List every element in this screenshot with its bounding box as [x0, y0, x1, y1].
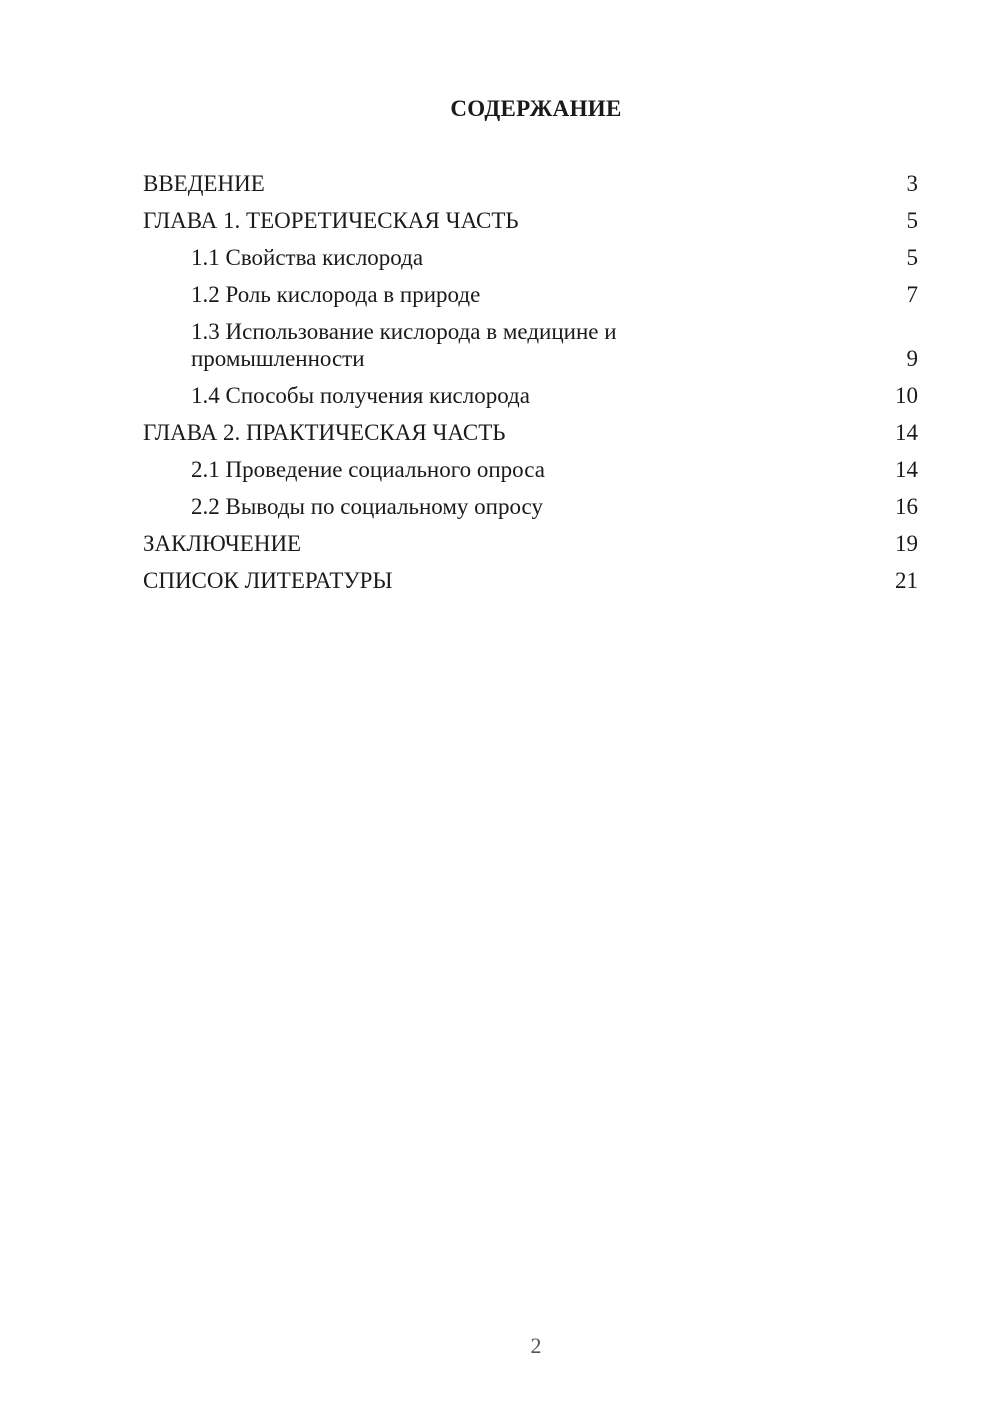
toc-entry-title: ГЛАВА 2. ПРАКТИЧЕСКАЯ ЧАСТЬ: [143, 420, 506, 445]
toc-entry-title: СПИСОК ЛИТЕРАТУРЫ: [143, 568, 393, 593]
toc-entry-title: ЗАКЛЮЧЕНИЕ: [143, 531, 302, 556]
toc-entry-page: 5: [906, 245, 918, 270]
table-of-contents: [143, 170, 918, 604]
toc-entry-title: 1.2 Роль кислорода в природе: [191, 282, 481, 307]
toc-entry-page: 14: [895, 457, 918, 482]
toc-entry-bibliography[interactable]: [143, 567, 918, 594]
toc-entry-page: 3: [906, 171, 918, 196]
toc-entry-page: 5: [906, 208, 918, 233]
toc-entry-page: 16: [895, 494, 918, 519]
toc-entry-title: ГЛАВА 1. ТЕОРЕТИЧЕСКАЯ ЧАСТЬ: [143, 208, 519, 233]
toc-entry-chapter-2[interactable]: [143, 419, 918, 446]
toc-entry-title: 1.4 Способы получения кислорода: [191, 383, 530, 408]
toc-entry-title: 2.2 Выводы по социальному опросу: [191, 494, 543, 519]
page-number: 2: [530, 1333, 542, 1358]
toc-entry-page: 7: [906, 282, 918, 307]
toc-entry-chapter-1[interactable]: [143, 207, 918, 234]
toc-entry-page: 14: [895, 420, 918, 445]
toc-entry-section-1-2[interactable]: [143, 281, 918, 308]
toc-entry-page: 9: [906, 346, 918, 371]
toc-heading: СОДЕРЖАНИЕ: [450, 96, 622, 121]
toc-entry-page: 21: [895, 568, 918, 593]
toc-entry-title: 1.3 Использование кислорода в медицине и промышленности: [191, 319, 617, 371]
toc-entry-section-2-1[interactable]: [143, 456, 918, 483]
toc-entry-introduction[interactable]: [143, 170, 918, 197]
toc-entry-conclusion[interactable]: [143, 530, 918, 557]
toc-entry-section-1-4[interactable]: [143, 382, 918, 409]
toc-entry-title: ВВЕДЕНИЕ: [143, 171, 265, 196]
toc-entry-page: 19: [895, 531, 918, 556]
toc-entry-section-2-2[interactable]: [143, 493, 918, 520]
toc-entry-section-1-3[interactable]: [143, 318, 918, 372]
toc-entry-title: 2.1 Проведение социального опроса: [191, 457, 545, 482]
toc-entry-title: 1.1 Свойства кислорода: [191, 245, 424, 270]
toc-entry-section-1-1[interactable]: [143, 244, 918, 271]
toc-entry-page: 10: [895, 383, 918, 408]
